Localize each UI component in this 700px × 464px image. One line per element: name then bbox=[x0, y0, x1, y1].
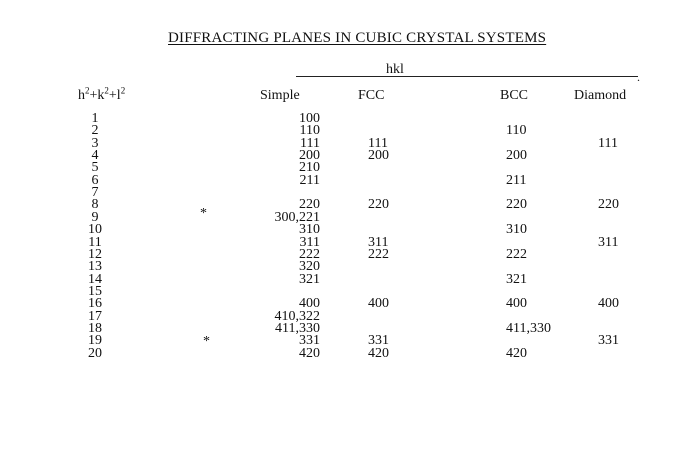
sum-squares-cell: 11 bbox=[88, 234, 102, 250]
bcc-cell: 321 bbox=[506, 271, 527, 287]
simple-cell: 410,322 bbox=[274, 308, 320, 324]
missing-row-15-marker: * bbox=[203, 334, 210, 349]
table-row bbox=[0, 234, 700, 250]
fcc-cell: 200 bbox=[368, 148, 389, 164]
fcc-cell: 311 bbox=[368, 234, 389, 250]
simple-cell: 411,330 bbox=[275, 320, 320, 336]
table-row bbox=[0, 135, 700, 151]
table-row bbox=[0, 224, 700, 236]
table-row bbox=[0, 150, 700, 162]
sum-squares-cell: 1 bbox=[91, 111, 99, 126]
table-row bbox=[0, 172, 700, 188]
simple-cell: 320 bbox=[299, 259, 320, 275]
fcc-cell: 222 bbox=[368, 246, 389, 262]
simple-cell: 200 bbox=[299, 148, 320, 164]
table-row bbox=[0, 125, 700, 137]
table-row bbox=[0, 113, 700, 125]
table-row bbox=[0, 246, 700, 262]
bcc-cell: 310 bbox=[506, 222, 527, 238]
simple-cell: 211 bbox=[299, 172, 320, 188]
simple-cell: 111 bbox=[300, 135, 320, 151]
sum-squares-cell: 2 bbox=[91, 123, 99, 139]
column-header-sum-squares: $h^2+k^2+l^2$ bbox=[78, 85, 126, 103]
simple-cell: 420 bbox=[299, 345, 320, 361]
sum-squares-cell: 16 bbox=[88, 296, 102, 312]
table-row bbox=[0, 162, 700, 174]
table-row bbox=[0, 271, 700, 287]
sum-squares-cell: 14 bbox=[88, 271, 102, 287]
table-row bbox=[0, 298, 700, 310]
simple-cell: 100 bbox=[299, 111, 320, 126]
simple-cell: 300,221 bbox=[274, 209, 320, 225]
table-row bbox=[0, 209, 700, 225]
sum-squares-cell: 9 bbox=[91, 209, 99, 225]
bcc-cell: 110 bbox=[506, 123, 527, 139]
sum-squares-cell: 5 bbox=[91, 160, 99, 176]
bcc-cell: 211 bbox=[506, 172, 527, 188]
column-header-bcc: BCC bbox=[500, 88, 529, 103]
bcc-cell: 420 bbox=[506, 345, 527, 361]
table-row bbox=[0, 199, 700, 211]
table-row bbox=[0, 187, 700, 199]
column-header-simple: Simple bbox=[260, 88, 300, 103]
fcc-cell: 331 bbox=[368, 333, 389, 349]
bcc-cell: 400 bbox=[506, 296, 527, 312]
bcc-cell: 411,330 bbox=[506, 320, 551, 336]
table-row bbox=[0, 261, 700, 273]
sum-squares-cell: 3 bbox=[91, 135, 99, 151]
column-header-fcc: FCC bbox=[358, 88, 385, 103]
table-row bbox=[0, 320, 700, 336]
simple-cell: 321 bbox=[299, 271, 320, 287]
sum-squares-cell: 7 bbox=[91, 185, 99, 201]
diamond-cell: 111 bbox=[598, 135, 618, 151]
sum-squares-cell: 13 bbox=[88, 259, 102, 275]
table-title: DIFFRACTING PLANES IN CUBIC CRYSTAL SYSTEMS bbox=[168, 30, 547, 46]
fcc-cell: 111 bbox=[368, 135, 388, 151]
sum-squares-cell: 10 bbox=[88, 222, 102, 238]
simple-cell: 220 bbox=[299, 197, 320, 213]
sum-squares-cell: 20 bbox=[88, 345, 102, 361]
hkl-group-header: hkl bbox=[386, 62, 404, 77]
diamond-cell: 331 bbox=[598, 333, 619, 349]
simple-cell: 210 bbox=[299, 160, 320, 176]
simple-cell: 222 bbox=[299, 246, 320, 262]
hkl-header-rule bbox=[296, 76, 638, 77]
table-row bbox=[0, 283, 700, 299]
sum-squares-cell: 8 bbox=[91, 197, 99, 213]
simple-cell: 400 bbox=[299, 296, 320, 312]
sum-squares-cell: 15 bbox=[88, 283, 102, 299]
simple-cell: 311 bbox=[299, 234, 320, 250]
sum-squares-cell: 17 bbox=[88, 308, 102, 324]
bcc-cell: 222 bbox=[506, 246, 527, 262]
table-row bbox=[0, 335, 700, 347]
sum-squares-cell: 18 bbox=[88, 320, 102, 336]
simple-cell: 110 bbox=[299, 123, 320, 139]
sum-squares-cell: 6 bbox=[91, 172, 99, 188]
sum-squares-cell: 4 bbox=[91, 148, 99, 164]
simple-cell: 331 bbox=[299, 333, 320, 349]
table-row bbox=[0, 308, 700, 324]
table-row bbox=[0, 345, 700, 361]
diamond-cell: 220 bbox=[598, 197, 619, 213]
fcc-cell: 400 bbox=[368, 296, 389, 312]
column-header-diamond: Diamond bbox=[574, 88, 627, 103]
fcc-cell: 420 bbox=[368, 345, 389, 361]
sum-squares-cell: 19 bbox=[88, 333, 102, 349]
sum-squares-cell: 12 bbox=[88, 246, 102, 262]
bcc-cell: 220 bbox=[506, 197, 527, 213]
bcc-cell: 200 bbox=[506, 148, 527, 164]
hkl-rule-end-mark: . bbox=[637, 70, 640, 84]
missing-row-7-marker: * bbox=[200, 206, 207, 221]
diamond-cell: 311 bbox=[598, 234, 619, 250]
simple-cell: 310 bbox=[299, 222, 320, 238]
fcc-cell: 220 bbox=[368, 197, 389, 213]
diamond-cell: 400 bbox=[598, 296, 619, 312]
